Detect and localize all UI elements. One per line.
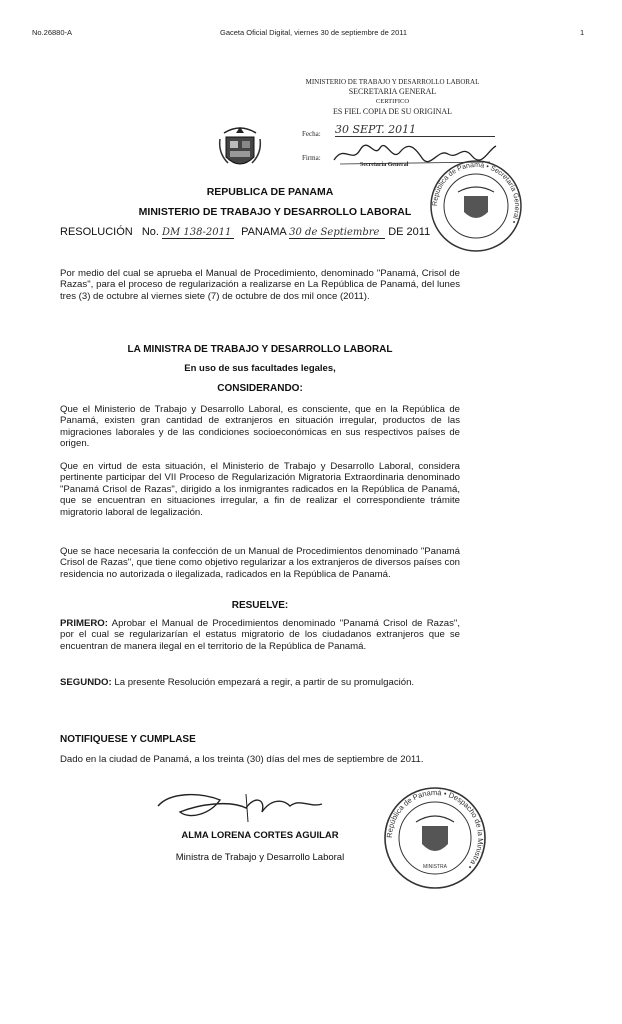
article-primero [60, 618, 460, 652]
paragraph-1: Que el Ministerio de Trabajo y Desarrollo Laboral, es consciente, que en la República de Panamá, existen gran cantidad de extranjeros en situación irregular, productos de las migraciones laborales y de las condiciones socioeconómicas en sus respectivos países de origen. [60, 404, 460, 450]
resolution-no-label: No. [141, 226, 159, 238]
gazette-number: No.26880-A [32, 28, 73, 37]
page-number: 1 [580, 28, 585, 37]
article-segundo-text: La presente Resolución empezará a regir, a partir de su promulgación. [114, 677, 415, 688]
cert-role: Secretaria General [360, 162, 409, 168]
notifiquese-heading: NOTIFIQUESE Y CUMPLASE [60, 734, 196, 745]
certification-stamp [285, 77, 500, 117]
facultades-text: En uso de sus facultades legales, [184, 363, 336, 374]
ministry-title: MINISTERIO DE TRABAJO Y DESARROLLO LABORAL [138, 206, 412, 218]
cert-certifico: CERTIFICO [375, 98, 410, 105]
cert-fiel-copia: ES FIEL COPIA DE SU ORIGINAL [332, 107, 453, 116]
signer-role: Ministra de Trabajo y Desarrollo Laboral [175, 852, 345, 863]
minister-signature-icon [150, 786, 330, 830]
cert-secretaria: SECRETARIA GENERAL [348, 87, 437, 96]
minister-heading: LA MINISTRA DE TRABAJO Y DESARROLLO LABORAL [127, 344, 393, 355]
resolution-label: RESOLUCIÓN [60, 226, 133, 238]
signer-name: ALMA LORENA CORTES AGUILAR [181, 830, 339, 841]
resolution-number: DM 138-2011 [162, 227, 234, 239]
paragraph-3: Que se hace necesaria la confección de un Manual de Procedimientos denominado "Panamá Crisol de Razas", que tiene como objetivo regularizar a los extranjeros de diversos países con residencia no autorizada o ilegalizada, radicados en la República de Panamá. [60, 546, 460, 580]
seal-bottom-ring-text: República de Panamá • Despacho de la Ministra • [384, 787, 486, 871]
resolution-date: 30 de Septiembre [289, 227, 385, 239]
seal-bottom-inner-text: MINISTRA [423, 864, 447, 870]
cert-fecha-label: Fecha: [302, 130, 321, 138]
article-segundo [60, 677, 460, 688]
considerando-heading: CONSIDERANDO: [217, 383, 303, 394]
cert-fecha-value: 30 SEPT. 2011 [335, 123, 495, 137]
article-segundo-label: SEGUNDO: [60, 677, 112, 688]
article-primero-text: Aprobar el Manual de Procedimientos denominado "Panamá Crisol de Razas", por el cual se regularizarían el estatus migratorio de los ciudadanos extranjeros que se encuentran de manera ilegal en el territorio de la República de Panamá. [60, 618, 460, 652]
cert-ministry: MINISTERIO DE TRABAJO Y DESARROLLO LABORAL [305, 78, 480, 86]
resolution-year: DE 2011 [388, 226, 431, 238]
resolution-line [60, 226, 430, 239]
cert-firma-label: Firma: [302, 154, 321, 162]
republic-title: REPUBLICA DE PANAMA [206, 186, 334, 198]
paragraph-2: Que en virtud de esta situación, el Ministerio de Trabajo y Desarrollo Laboral, considera pertinente participar del VII Proceso de Regularización Migratoria Extraordinaria denominado "Panamá Crisol de Razas", dirigido a los inmigrantes radicados en la República de Panamá, que se encuentran en situaciones irregular, a fin de realizar el correspondiente trámite migratorio laboral de legalización. [60, 461, 460, 518]
coat-of-arms-icon [218, 123, 262, 175]
ministra-seal-icon [380, 784, 490, 892]
article-primero-label: PRIMERO: [60, 618, 108, 629]
resolution-place: PANAMA [241, 226, 287, 238]
gazette-title: Gaceta Oficial Digital, viernes 30 de septiembre de 2011 [220, 28, 408, 37]
resuelve-heading: RESUELVE: [231, 600, 289, 611]
intro-paragraph: Por medio del cual se aprueba el Manual de Procedimiento, denominado "Panamá, Crisol de Razas", para el proceso de regularización a realizarse en La República de Panamá, del lunes tres (3) de octubre al viernes siete (7) de octubre de dos mil once (2011). [60, 268, 460, 302]
seal-top-ring-text: República de Panamá • Secretaría General • [431, 161, 521, 225]
closing-text: Dado en la ciudad de Panamá, a los treinta (30) días del mes de septiembre de 2011. [60, 754, 424, 765]
